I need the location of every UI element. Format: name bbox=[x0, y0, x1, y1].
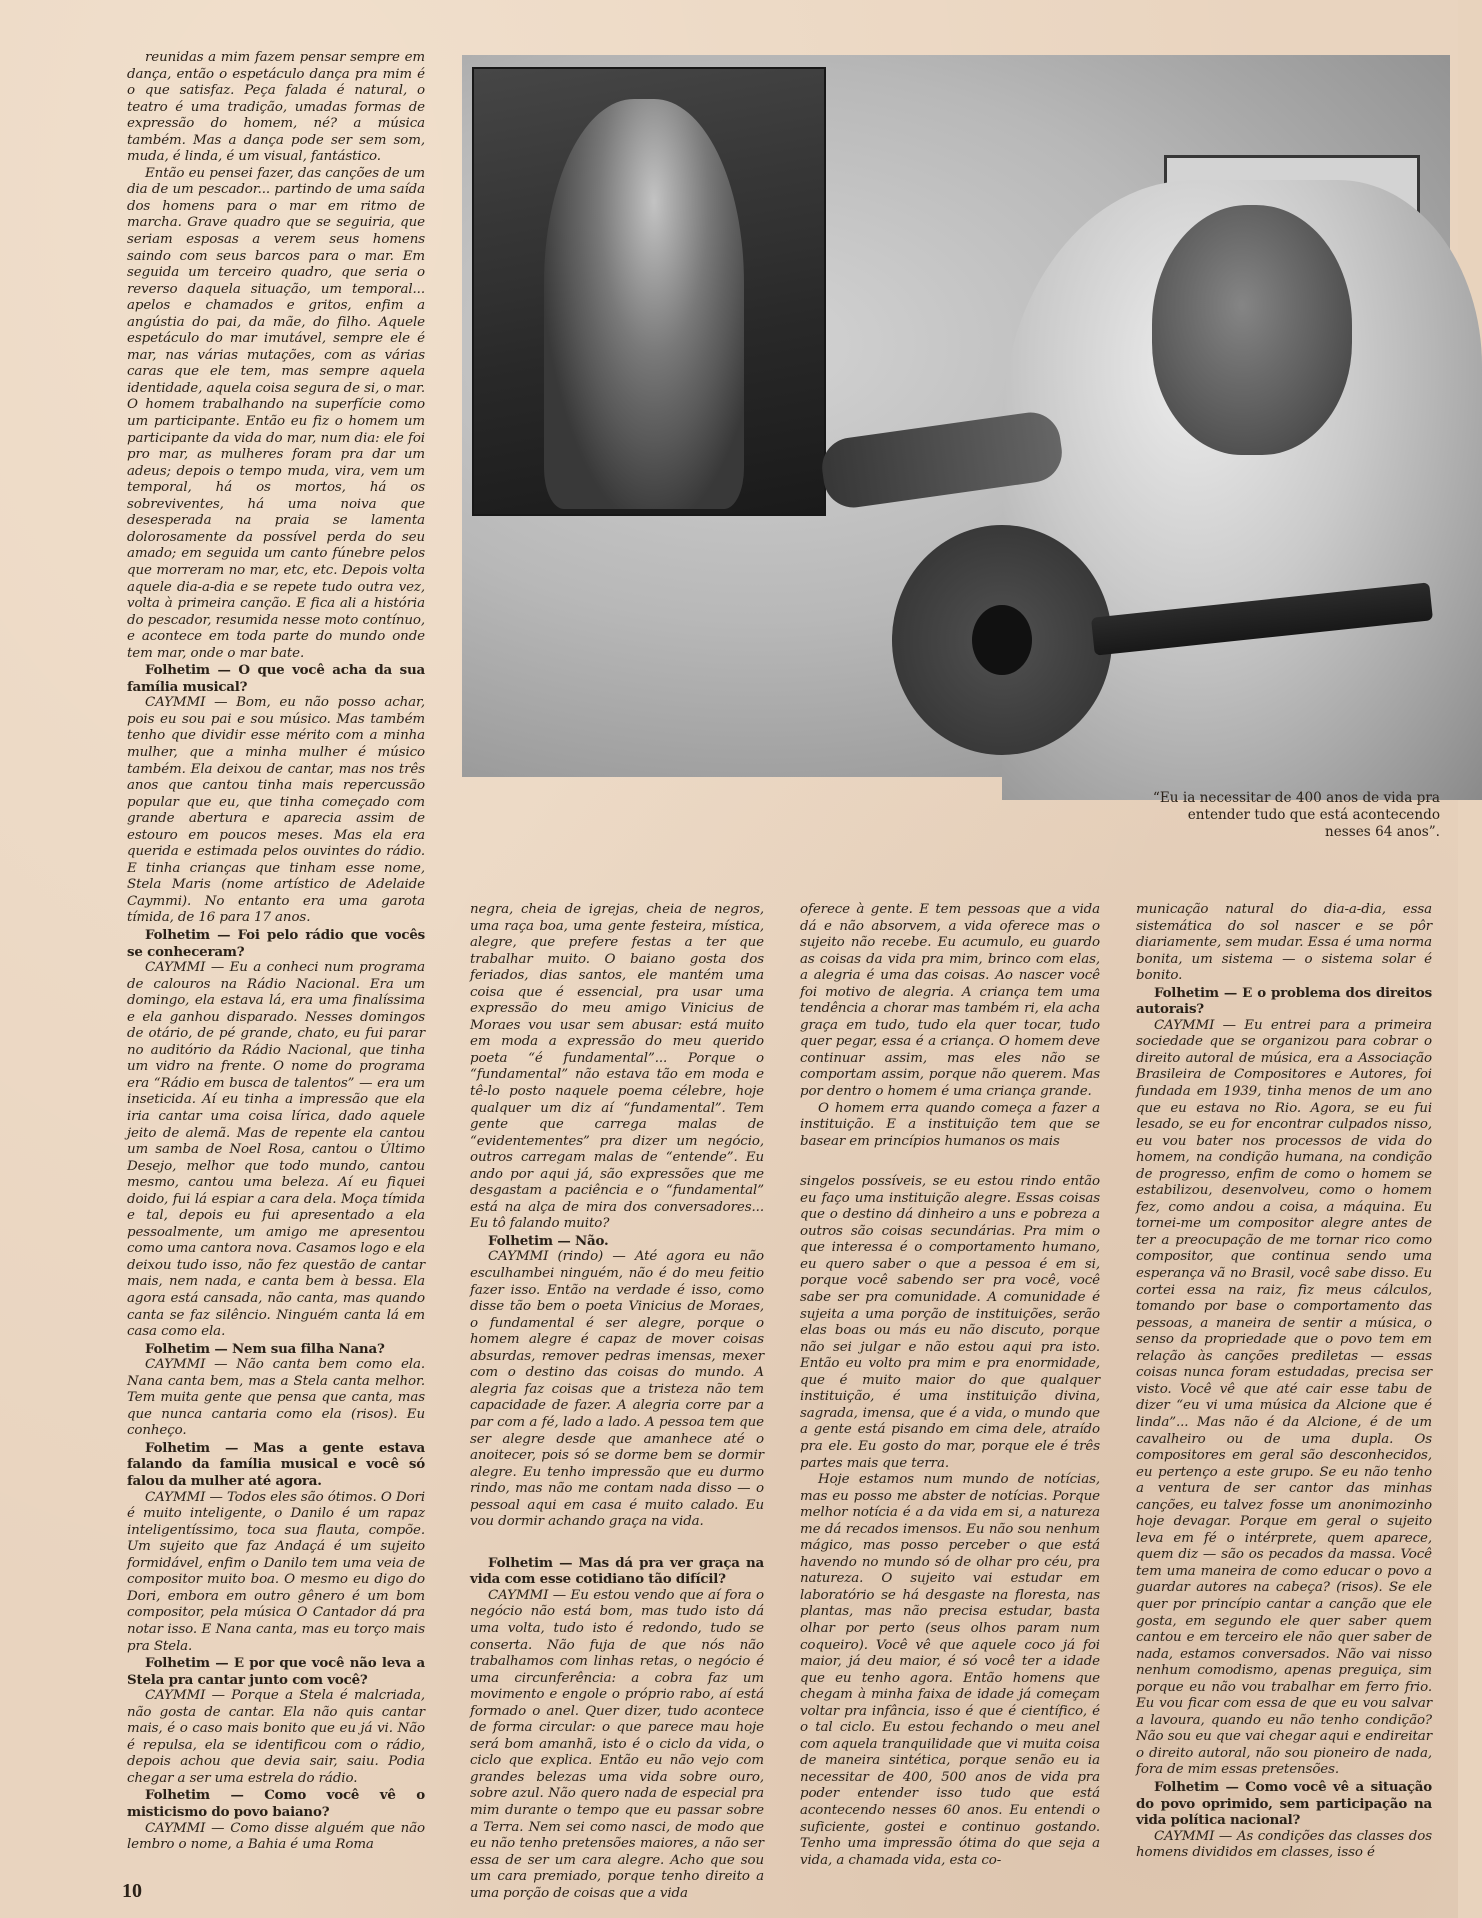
interview-paragraph: CAYMMI — Todos eles são ótimos. O Dori é muito inteligente, o Danilo é um rapaz inteligentíssimo, toca sua flauta, compõe. Um sujeito que faz Andaçá é um sujeito formidável, enfim o Danilo tem uma veia de compositor muito boa. O mesmo eu digo do Dori, embora em outro gênero é um bom compositor, pela música O Cantador dá pra notar isso. E Nana canta, mas eu torço mais pra Stela. bbox=[127, 1489, 425, 1654]
interview-question: Folhetim — E por que você não leva a Stela pra cantar junto com você? bbox=[127, 1655, 425, 1688]
column-gap bbox=[470, 1531, 764, 1555]
text-column-4 bbox=[1136, 902, 1432, 1897]
painting-portrait bbox=[472, 67, 826, 516]
interview-paragraph: CAYMMI — Como disse alguém que não lembro o nome, a Bahia é uma Roma bbox=[127, 1820, 425, 1853]
interview-paragraph: municação natural do dia-a-dia, essa sistemática do sol nascer e se pôr diariamente, sem mudar. Essa é uma norma bonita, um sistema — o sistema solar é bonito. bbox=[1136, 902, 1432, 984]
interview-paragraph: CAYMMI — As condições das classes dos homens divididos em classes, isso é bbox=[1136, 1828, 1432, 1861]
interview-question: Folhetim — Nem sua filha Nana? bbox=[145, 1340, 385, 1357]
interview-paragraph: O homem erra quando começa a fazer a instituição. E a instituição tem que se basear em princípios humanos os mais bbox=[800, 1100, 1100, 1149]
interview-question: Folhetim — Mas dá pra ver graça na vida com esse cotidiano tão difícil? bbox=[470, 1554, 764, 1588]
text-column-2 bbox=[470, 902, 764, 1901]
interview-paragraph: CAYMMI — Eu entrei para a primeira sociedade que se organizou para cobrar o direito autoral de música, era a Associação Brasileira de Compositores e Autores, foi fundada em 1939, tinha menos de um ano que eu estava no Rio. Agora, se eu fui lesado, se eu for encontrar culpados nisso, eu vou bater nos processos de vida do homem, na condição humana, na condição de progresso, enfim de como o homem se estabilizou, desenvolveu, como o homem fez, como andou a coisa, a máquina. Eu tornei-me um compositor alegre antes de ter a preocupação de me tornar rico como compositor, que continua sendo uma esperança vã no Brasil, você sabe disso. Eu cortei essa na raiz, fiz meus cálculos, tomando por base o comportamento das pessoas, a maneira de sentir a música, o senso da propriedade que o povo tem em relação às canções prediletas — essas coisas nunca foram estudadas, precisa ser visto. Você vê que até cair esse tabu de dizer “eu vi uma música da Alcione que é linda”... Mas não é da Alcione, é de um cavalheiro ou de uma dupla. Os compositores em geral são desconhecidos, eu pertenço a este grupo. Se eu não tenho a ventura de ser cantor das minhas canções, eu talvez fosse um anonimozinho hoje devagar. Porque em geral o sujeito leva em fé o intérprete, quem aparece, quem diz — são os pecados da massa. Você tem uma maneira de como educar o povo a guardar autores na cabeça? (risos). Se ele quer por princípio cantar a canção que ele gosta, em segundo ele quer saber quem cantou e em terceiro ele não quer saber de nada, estamos conversados. Não vai nisso nenhum comodismo, apenas preguiça, sim porque eu não vou trabalhar em ferro frio. Eu vou ficar com essa de que eu vou salvar a lavoura, quando eu não tenho condição? Não sou eu que vai chegar aqui e endireitar o direito autoral, não sou pioneiro de nada, fora de mim essas pretensões. bbox=[1136, 1017, 1432, 1778]
interview-question: Folhetim — O que você acha da sua família musical? bbox=[127, 662, 425, 695]
interview-question: Folhetim — Foi pelo rádio que vocês se conheceram? bbox=[127, 926, 425, 960]
man-head bbox=[1152, 205, 1352, 455]
interview-paragraph: Então eu pensei fazer, das canções de um dia de um pescador... partindo de uma saída dos homens para o mar em ritmo de marcha. Grave quadro que se seguiria, que seriam esposas a verem seus homens saindo com seus barcos para o mar. Em seguida um terceiro quadro, que seria o reverso daquela situação, um temporal... apelos e chamados e gritos, enfim a angústia do pai, da mãe, do filho. Aquele espetáculo do mar imutável, sempre ele é mar, nas várias mutações, com as várias caras que ele tem, mas sempre aquela identidade, aquela coisa segura de si, o mar. O homem trabalhando na superfície como um participante. Então eu fiz o homem um participante da vida do mar, num dia: ele foi pro mar, as mulheres foram pra dar um adeus; depois o tempo muda, vira, vem um temporal, há os mortos, há os sobreviventes, há uma noiva que desesperada na praia se lamenta dolorosamente da possível perda do seu amado; em seguida um canto fúnebre pelos que morreram no mar, etc, etc. Depois volta aquele dia-a-dia e se repete tudo outra vez, volta à primeira canção. E fica ali a história do pescador, resumida nesse moto contínuo, e acontece em toda parte do mundo onde tem mar, onde o mar bate. bbox=[127, 165, 425, 661]
interview-question: Folhetim — Mas a gente estava falando da família musical e você só falou da mulher até agora. bbox=[127, 1439, 425, 1490]
interview-paragraph: CAYMMI — Eu a conheci num programa de calouros na Rádio Nacional. Era um domingo, ela estava lá, era uma finalíssima e ela ganhou disparado. Nesses domingos de otário, de pé grande, chato, eu fui parar no auditório da Rádio Nacional, que tinha um vidro na frente. O nome do programa era “Rádio em busca de talentos” — era um inseticida. Aí eu tinha a impressão que ela iria cantar uma coisa lírica, dado aquele jeito de alemã. Mas de repente ela cantou um samba de Noel Rosa, cantou o Último Desejo, melhor que todo mundo, cantou mesmo, cantou uma beleza. Aí eu fiquei doido, fui lá espiar a cara dela. Moça tímida e tal, depois eu fui apresentado a ela pessoalmente, um amigo me apresentou como uma cantora nova. Casamos logo e ela deixou tudo isso, não fez questão de cantar mais, nem nada, e canta bem à bessa. Ela agora está cansada, não canta, mas quando canta se faz silêncio. Ninguém canta lá em casa como ela. bbox=[127, 960, 425, 1340]
interview-paragraph: CAYMMI — Eu estou vendo que aí fora o negócio não está bom, mas tudo isto dá uma volta, tudo isto é redondo, tudo se conserta. Não fuja de que nós não trabalhamos com linhas retas, o negócio é uma circunferência: a cobra faz um movimento e engole o próprio rabo, aí está formado o anel. Quer dizer, tudo acontece de forma circular: o que parece mau hoje será bom amanhã, isto é o ciclo da vida, o ciclo que explica. Então eu não vejo com grandes belezas uma vida sobre ouro, sobre azul. Não quero nada de especial pra mim durante o tempo que eu passar sobre a Terra. Nem sei como nasci, de modo que eu não tenho pretensões maiores, a não ser essa de ser um cara alegre. Acho que sou um cara premiado, porque tenho direito a uma porção de coisas que a vida bbox=[470, 1587, 764, 1901]
interview-paragraph: reunidas a mim fazem pensar sempre em dança, então o espetáculo dança pra mim é o que satisfaz. Peça falada é natural, o teatro é uma tradição, umadas formas de expressão do homem, né? a música também. Mas a dança pode ser sem som, muda, é linda, é um visual, fantástico. bbox=[127, 50, 425, 165]
photo-caption: “Eu ia necessitar de 400 anos de vida pra entender tudo que está acontecendo nesses 64 anos”. bbox=[1152, 790, 1440, 840]
interview-question: Folhetim — Como você vê a situação do povo oprimido, sem participação na vida política nacional? bbox=[1136, 1778, 1432, 1829]
interview-question: Folhetim — Não. bbox=[488, 1232, 609, 1249]
interview-question: Folhetim — E o problema dos direitos autorais? bbox=[1136, 984, 1432, 1018]
interview-question: Folhetim — Como você vê o misticismo do povo baiano? bbox=[127, 1787, 425, 1820]
interview-paragraph: CAYMMI — Bom, eu não posso achar, pois eu sou pai e sou músico. Mas também tenho que dividir esse mérito com a minha mulher, que a minha mulher é músico também. Ela deixou de cantar, mas nos três anos que cantou tinha mais repercussão popular que eu, que tinha começado com grande abertura e aparecia assim de estouro em poucos meses. Mas ela era querida e estimada pelos ouvintes do rádio. E tinha crianças que tinham esse nome, Stela Maris (nome artístico de Adelaide Caymmi). No entanto era uma garota tímida, de 16 para 17 anos. bbox=[127, 695, 425, 926]
page-number: 10 bbox=[122, 1880, 142, 1902]
interview-paragraph: CAYMMI (rindo) — Até agora eu não esculhambei ninguém, não é do meu feitio fazer isso. Então na verdade é isso, como disse tão bem o poeta Vinicius de Moraes, o fundamental é ser alegre, porque o homem alegre é capaz de mover coisas absurdas, remover pedras imensas, mexer com o destino das coisas do mundo. A alegria faz coisas que a tristeza não tem capacidade de fazer. A alegria corre par a par com a fé, lado a lado. A pessoa tem que ser alegre desde que amanhece até o anoitecer, pois só se dorme bem se dormir alegre. Eu tenho impressão que eu durmo rindo, mas não me contam nada disso — o pessoal aqui em casa é muito calado. Eu vou dormir achando graça na vida. bbox=[470, 1249, 764, 1530]
photo-caymmi-with-guitar bbox=[462, 55, 1450, 777]
interview-paragraph: negra, cheia de igrejas, cheia de negros, uma raça boa, uma gente festeira, mística, alegre, que prefere festas a ter que trabalhar muito. O baiano gosta dos feriados, dias santos, ele mantém uma coisa que é essencial, pra usar uma expressão do meu amigo Vinicius de Moraes vou usar sem abusar: está muito em moda a expressão do meu querido poeta “é fundamental”... Porque o “fundamental” não estava tão em moda e tê-lo posto naquele poema célebre, hoje qualquer um diz aí “fundamental”. Tem gente que carrega malas de “evidentementes” pra dizer um negócio, outros carregam malas de “entende”. Eu ando por aqui já, são expressões que me desgastam a paciência e o “fundamental” está na alça de mira dos conversadores... Eu tô falando muito? bbox=[470, 902, 764, 1232]
column-gap bbox=[800, 1150, 1100, 1174]
interview-paragraph: CAYMMI — Não canta bem como ela. Nana canta bem, mas a Stela canta melhor. Tem muita gente que pensa que canta, mas que nunca cantaria como ela (risos). Eu conheço. bbox=[127, 1357, 425, 1439]
guitar-body bbox=[892, 525, 1112, 755]
interview-paragraph: Hoje estamos num mundo de notícias, mas eu posso me abster de notícias. Porque melhor notícia é a da vida em si, a natureza me dá recados imensos. Eu não sou nenhum mágico, mas posso perceber o que está havendo no mundo só de olhar pro céu, pra natureza. O sujeito vai estudar em laboratório se há desgaste na floresta, nas plantas, mas não precisa estudar, basta olhar por perto (seus olhos param num coqueiro). Você vê que aquele coco já foi maior, já deu maior, é só você ter a idade que eu tenho agora. Então homens que chegam à minha faixa de idade já começam voltar pra infância, isso é que é científico, é o tal ciclo. Eu estou fechando o meu anel com aquela tranquilidade que vi muita coisa de maneira sintética, porque senão eu ia necessitar de 400, 500 anos de vida pra poder entender isso tudo que está acontecendo nesses 60 anos. Eu entendi o suficiente, gostei e continuo gostando. Tenho uma impressão ótima do que seja a vida, a chamada vida, esta co- bbox=[800, 1472, 1100, 1868]
interview-paragraph: CAYMMI — Porque a Stela é malcriada, não gosta de cantar. Ela não quis cantar mais, é o caso mais bonito que eu já vi. Não é repulsa, ela se identificou com o rádio, depois achou que devia sair, saiu. Podia chegar a ser uma estrela do rádio. bbox=[127, 1688, 425, 1786]
text-column-3 bbox=[800, 902, 1100, 1868]
text-column-1 bbox=[127, 50, 425, 1865]
interview-paragraph: singelos possíveis, se eu estou rindo então eu faço uma instituição alegre. Essas coisas que o destino dá dinheiro a uns e pobreza a outros são coisas secundárias. Pra mim o que interessa é o comportamento humano, eu quero saber o que a pessoa é em si, porque você sabendo ser pra você, você sabe ser pra comunidade. A comunidade é sujeita a uma porção de instituições, serão elas boas ou más eu não discuto, porque não sei julgar e não estou aqui pra isto. Então eu volto pra mim e pra enormidade, que é muito maior do que qualquer instituição, é uma instituição divina, sagrada, imensa, que é a vida, o mundo que a gente está pisando em cima dele, atraído pra ele. Eu gosto do mar, porque ele é três partes mais que terra. bbox=[800, 1174, 1100, 1471]
interview-paragraph: oferece à gente. E tem pessoas que a vida dá e não absorvem, a vida oferece mas o sujeito não recebe. Eu acumulo, eu guardo as coisas da vida pra mim, brinco com elas, a alegria é uma das coisas. Ao nascer você foi motivo de alegria. A criança tem uma tendência a chorar mas também ri, ela acha graça em tudo, tudo ela quer tocar, tudo quer pegar, essa é a criança. O homem deve continuar assim, mas eles não se comportam assim, porque não querem. Mas por dentro o homem é uma criança grande. bbox=[800, 902, 1100, 1100]
